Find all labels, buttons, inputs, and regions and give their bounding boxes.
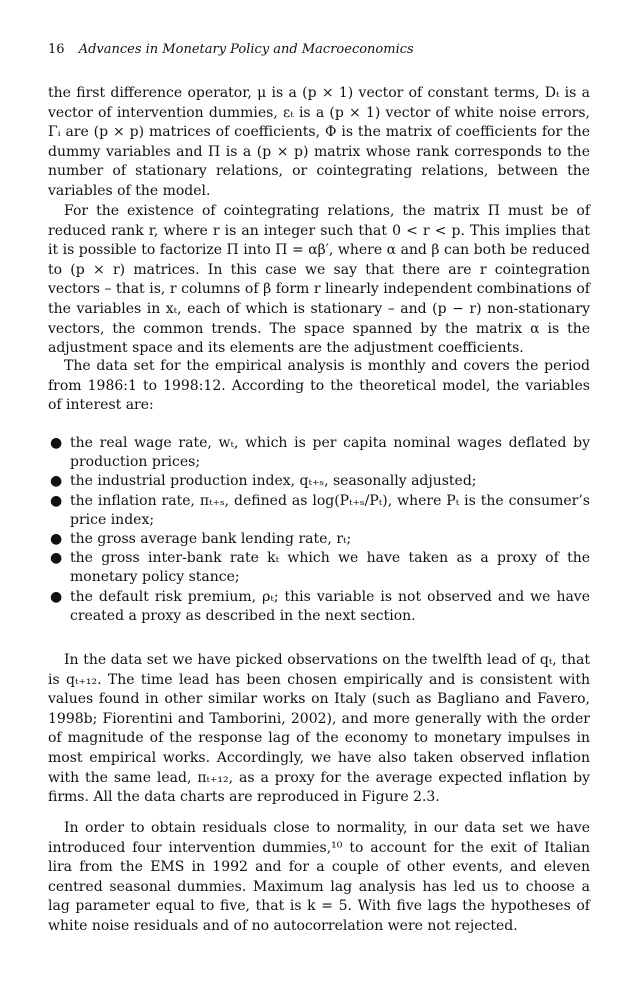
list-item: ● the real wage rate, wₜ, which is per capita nominal wages deflated by production prices; [50, 435, 590, 471]
paragraph-lead: In the data set we have picked observations on the twelfth lead of qₜ, that is qₜ₊₁₂. The time lead has been chosen empirically and is consistent with values found in other similar works on Italy (such as Bagliano and Favero, 1998b; Fiorentini and Tamborini, 2002), and more generally with the order of magnitude of the response lag of the economy to monetary impulses in most empirical works. Accordingly, we have also taken observed inflation with the same lead, πₜ₊₁₂, as a proxy for the average expected inflation by firms. All the data charts are reproduced in Figure 2.3. [48, 652, 590, 806]
bullet-icon: ● [50, 531, 63, 548]
list-item: ● the gross inter-bank rate kₜ which we have taken as a proxy of the monetary policy stance; [50, 550, 590, 586]
bullet-icon: ● [50, 588, 63, 605]
paragraph-definitions: the first difference operator, μ is a (p × 1) vector of constant terms, Dₜ is a vector of intervention dummies, εₜ is a (p × 1) vector of white noise errors, Γᵢ are (p × p) matrices of coefficients, Φ is the matrix of coefficients for the dummy variables and Π is a (p × p) matrix whose rank corresponds to the number of stationary relations, or cointegrating relations, between the variables of the model. [48, 85, 590, 199]
bullet-icon: ● [50, 435, 63, 451]
list-item: ● the gross average bank lending rate, rₜ; [48, 530, 590, 549]
paragraph-data-set: The data set for the empirical analysis is monthly and covers the period from 1986:1 to 1998:12. According to the theoretical model, the variables of interest are: [48, 358, 590, 414]
list-item: ● the default risk premium, ρₜ; this variable is not observed and we have created a proxy as described in the next section. [50, 588, 590, 624]
bullet-icon: ● [50, 550, 63, 567]
running-title: Advances in Monetary Policy and Macroeconomics [78, 42, 414, 57]
paragraph-cointegration: For the existence of cointegrating relations, the matrix Π must be of reduced rank r, where r is an integer such that 0 < r < p. This implies that it is possible to factorize Π into Π = αβ′, where α and β can both be reduced to (p × r) matrices. In this case we say that there are r cointegration vectors – that is, r columns of β form r linearly independent combinations of the variables in xₜ, each of which is stationary – and (p − r) non-stationary vectors, the common trends. The space spanned by the matrix α is the adjustment space and its elements are the adjustment coefficients. [48, 203, 590, 357]
list-item: ● the inflation rate, πₜ₊ₛ, defined as log(Pₜ₊ₛ/Pₜ), where Pₜ is the consumer’s price index; [50, 492, 590, 528]
page-number: 16 [48, 42, 65, 57]
list-item: ● the industrial production index, qₜ₊ₛ, seasonally adjusted; [48, 472, 590, 491]
bullet-icon: ● [50, 473, 63, 490]
running-header [48, 42, 414, 57]
variable-list [48, 434, 590, 626]
bullet-icon: ● [50, 492, 63, 509]
paragraph-dummies: In order to obtain residuals close to normality, in our data set we have introduced four intervention dummies,¹⁰ to account for the exit of Italian lira from the EMS in 1992 and for a couple of other events, and eleven centred seasonal dummies. Maximum lag analysis has led us to choose a lag parameter equal to five, that is k = 5. With five lags the hypotheses of white noise residuals and of no autocorrelation were not rejected. [48, 820, 590, 934]
